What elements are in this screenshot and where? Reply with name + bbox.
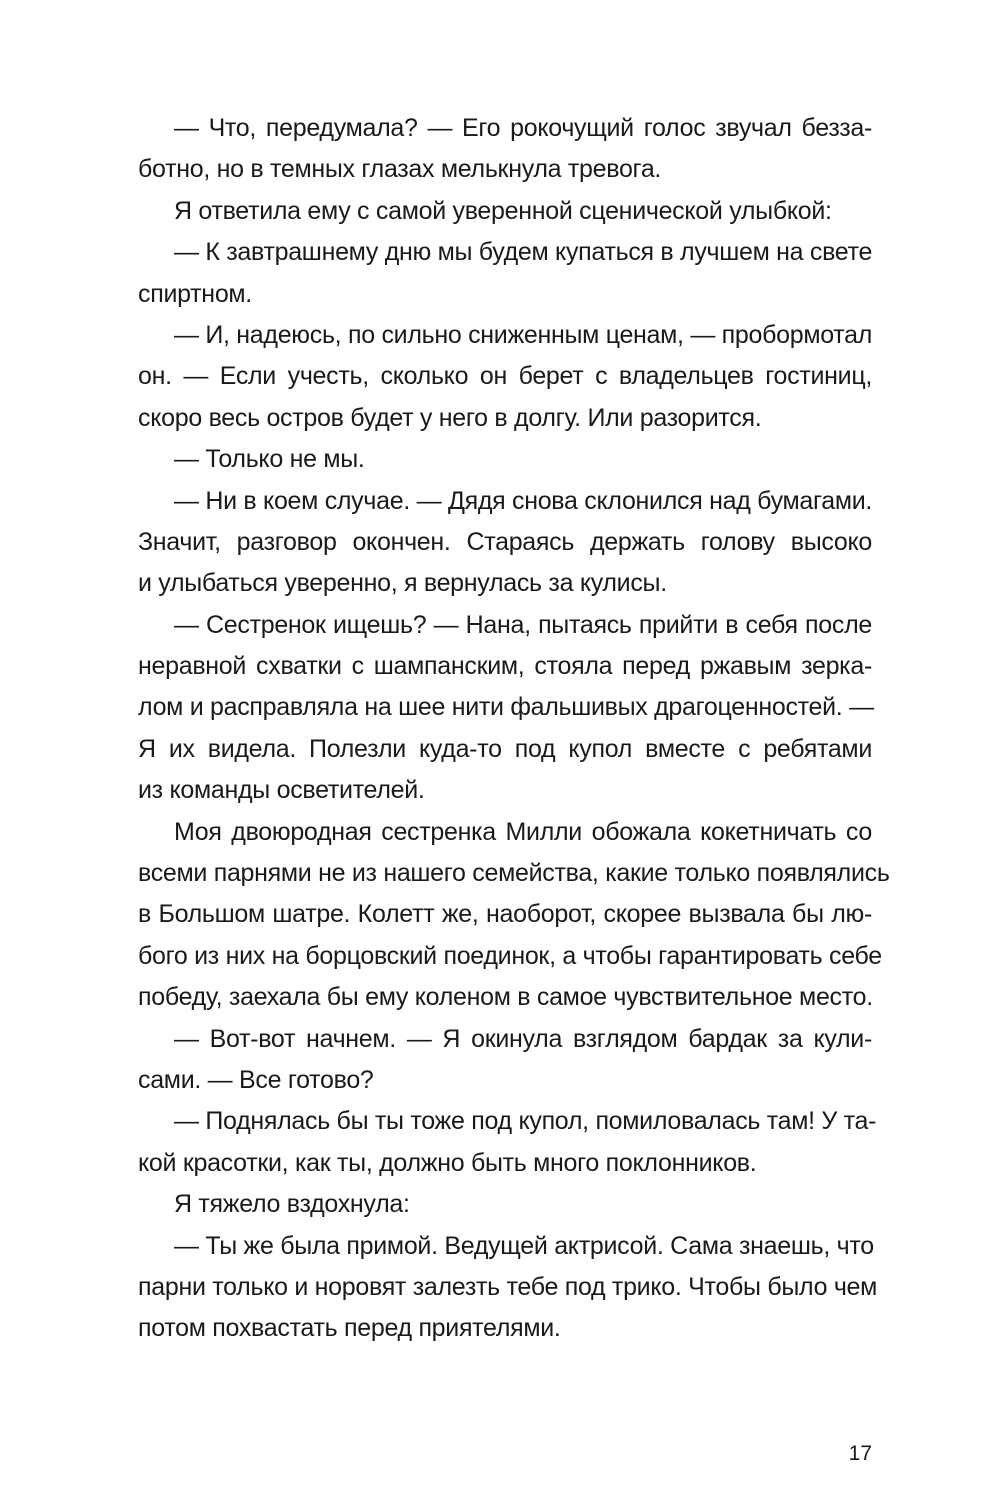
text-line: Я тяжело вздохнула: [174,1190,410,1219]
text-line: неравной схватки с шампанским, стояла перед ржавым зерка- [138,652,872,681]
text-line: парни только и норовят залезть тебе под трико. Чтобы было чем [138,1272,878,1301]
text-line: скоро весь остров будет у него в долгу. Или разорится. [138,403,762,432]
text-line: потом похвастать перед приятелями. [138,1314,561,1343]
text-line: — Вот-вот начнем. — Я окинула взглядом бардак за кули- [174,1024,872,1053]
text-line: в Большом шатре. Колетт же, наоборот, скорее вызвала бы лю- [138,900,872,929]
text-line: он. — Если учесть, сколько он берет с владельцев гостиниц, [138,362,872,391]
book-page-text [138,108,890,1350]
text-line: Я ответила ему с самой уверенной сценической улыбкой: [174,196,832,225]
text-line: — И, надеюсь, по сильно сниженным ценам, — пробормотал [174,320,873,349]
text-line: и улыбаться уверенно, я вернулась за кулисы. [138,569,667,598]
text-line: спиртном. [138,279,252,308]
text-line: лом и расправляла на шее нити фальшивых драгоценностей. — [138,693,874,722]
text-line: бого из них на борцовский поединок, а чтобы гарантировать себе [138,941,882,970]
text-line: сами. — Все готово? [138,1065,374,1094]
text-line: — К завтрашнему дню мы будем купаться в лучшем на свете [174,238,873,267]
text-line: — Ни в коем случае. — Дядя снова склонился над бумагами. [174,486,873,515]
page-number: 17 [848,1442,872,1465]
text-line: — Сестренок ищешь? — Нана, пытаясь прийти в себя после [174,610,872,639]
text-line: из команды осветителей. [138,776,425,805]
text-line: — Ты же была примой. Ведущей актрисой. Сама знаешь, что [174,1231,874,1260]
text-line: Значит, разговор окончен. Стараясь держать голову высоко [138,527,872,556]
text-line: Моя двоюродная сестренка Милли обожала кокетничать со [174,817,872,846]
text-line: всеми парнями не из нашего семейства, какие только появлялись [138,859,890,888]
text-line: — Поднялась бы ты тоже под купол, помиловалась там! У та- [174,1107,877,1136]
text-line: — Только не мы. [174,445,365,474]
text-line: Я их видела. Полезли куда-то под купол вместе с ребятами [138,734,872,763]
text-line: ботно, но в темных глазах мелькнула тревога. [138,155,662,184]
text-line: победу, заехала бы ему коленом в самое чувствительное место. [138,983,873,1012]
text-line: — Что, передумала? — Его рокочущий голос звучал безза- [174,114,872,142]
text-line: кой красотки, как ты, должно быть много поклонников. [138,1148,757,1177]
